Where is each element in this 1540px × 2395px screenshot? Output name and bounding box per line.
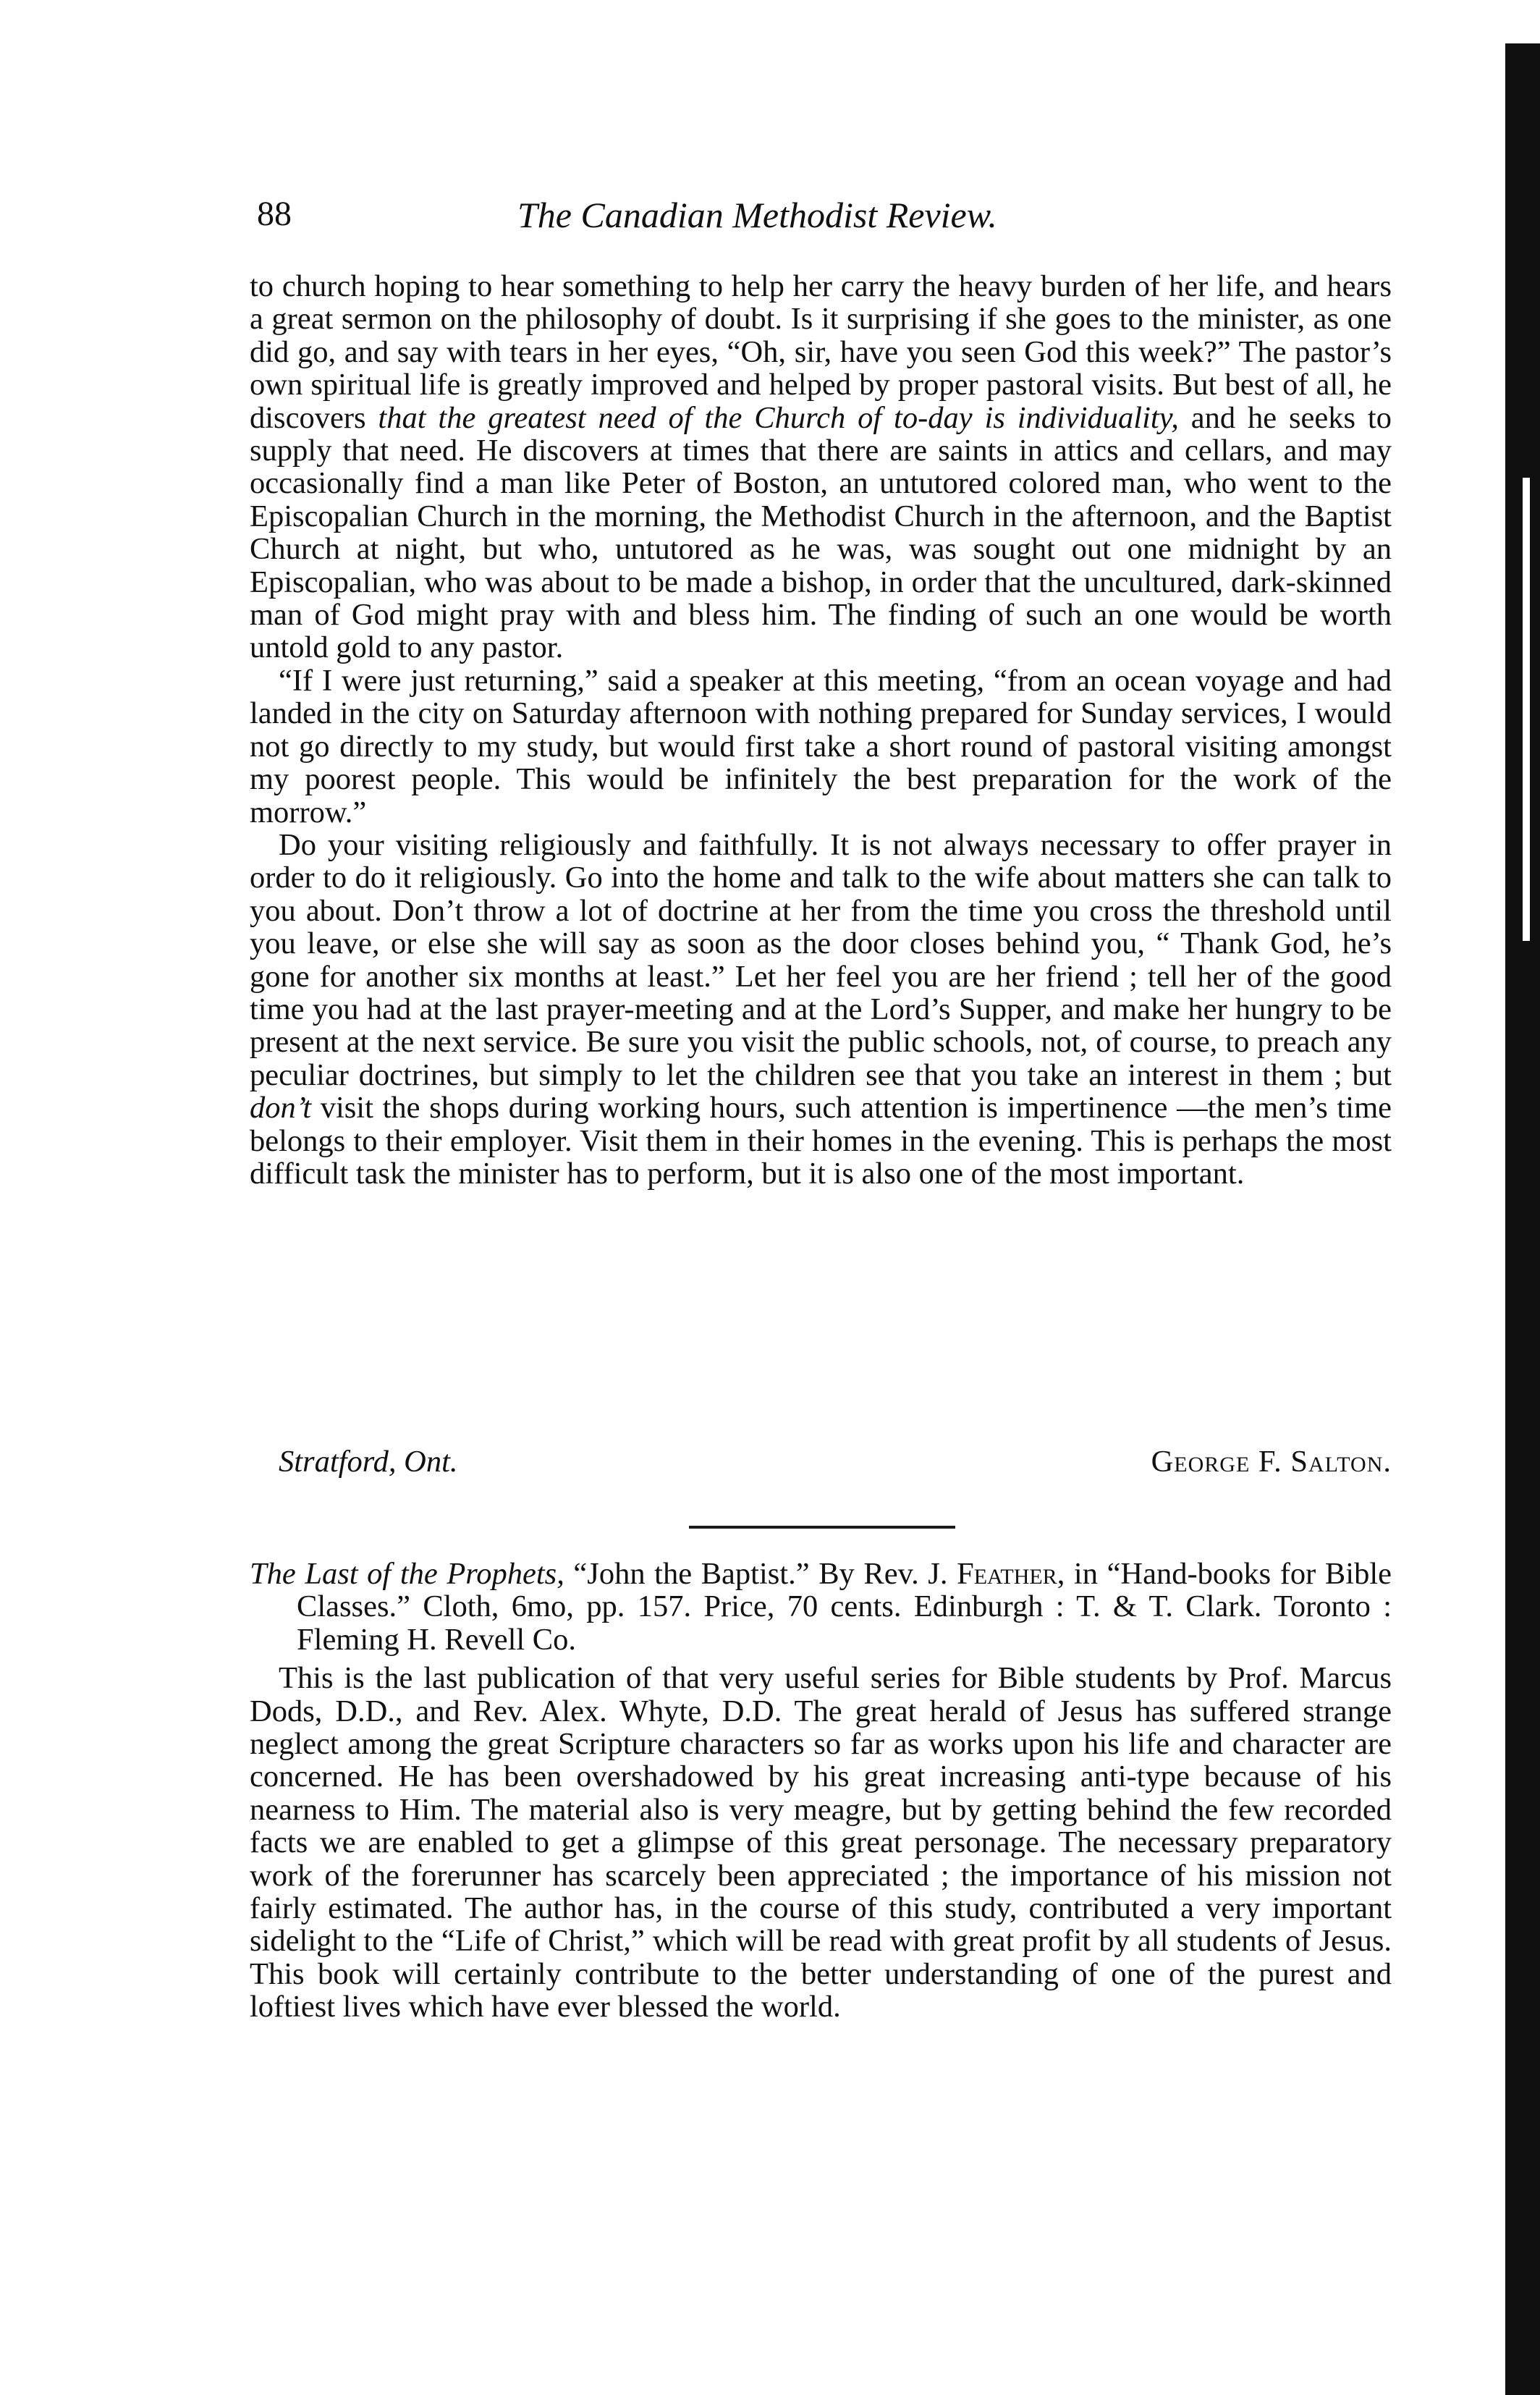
scan-edge-shadow [1505,43,1540,2395]
paragraph-text: and he seeks to supply that need. He discovers at times that there are saints in attics and cellars, and may occasionally find a man like Peter of Boston, an untutored colored man, who went to the Episcopalian Church in the morning, the Methodist Church in the afternoon, and the Baptist Church at night, but who, untutored as he was, was sought out one midnight by an Episcopalian, who was about to be made a bishop, in order that the uncultured, dark-skinned man of God might pray with and bless him. The finding of such an one would be worth untold gold to any pastor. [250,400,1392,665]
article-body [250,270,1392,1190]
review-body: This is the last publication of that very useful series for Bible students by Prof. Marcus Dods, D.D., and Rev. Alex. Whyte, D.D. The great herald of Jesus has suffered strange neglect among the great Scripture characters so far as works upon his life and character are concerned. He has been overshadowed by his great increasing anti-type because of his nearness to Him. The material also is very meagre, but by getting behind the few recorded facts we are enabled to get a glimpse of this great personage. The necessary preparatory work of the forerunner has scarcely been appreciated ; the importance of his mission not fairly estimated. The author has, in the course of this study, contributed a very important sidelight to the “Life of Christ,” which will be read with great profit by all students of Jesus. This book will certainly contribute to the better understanding of one of the purest and loftiest lives which have ever blessed the world. [250,1661,1392,2024]
book-review [250,1558,1392,2024]
emphasized-text: that the greatest need of the Church of to-day is individuality, [378,400,1179,435]
page-number: 88 [257,195,292,233]
section-divider [689,1526,955,1529]
book-author: Feather, [957,1557,1065,1591]
book-details: in “Hand-books for Bible Classes.” Cloth, 6mo, pp. 157. Price, 70 cents. Edinburgh : T. & T. Clark. Toronto : Fleming H. Revell Co. [297,1557,1392,1657]
article-paragraph-1 [250,270,1392,664]
book-title: The Last of the Prophets, [250,1557,564,1591]
paragraph-text: Do your visiting religiously and faithfully. It is not always necessary to offer prayer in order to do it religiously. Go into the home and talk to the wife about matters she can talk to you about. Don’t throw a lot of doctrine at her from the time you cross the threshold until you leave, or else she will say as soon as the door closes behind you, “ Thank God, he’s gone for another six months at least.” Let her feel you are her friend ; tell her of the good time you had at the last prayer-meeting and at the Lord’s Supper, and make her hungry to be present at the next service. Be sure you visit the public schools, not, of course, to preach any peculiar doctrines, but simply to let the children see that you take an interest in them ; but [250,827,1392,1092]
running-head [257,194,1190,237]
article-paragraph-2: “If I were just returning,” said a speaker at this meeting, “from an ocean voyage and had landed in the city on Saturday afternoon with nothing prepared for Sunday services, I would not go directly to my study, but would first take a short round of pastoral visiting amongst my poorest people. This would be infinitely the best preparation for the work of the morrow.” [250,663,1392,829]
review-citation [250,1558,1392,1656]
paragraph-text: to church hoping to hear something to help her carry the heavy burden of her life, and hears a great sermon on the philosophy of doubt. Is it surprising if she goes to the minister, as one did go, and say with tears in her eyes, “Oh, sir, have you seen God this week?” The pastor’s own spiritual life is greatly improved and helped by proper pastoral visits. But best of all, he discovers [250,269,1392,435]
signature-place: Stratford, Ont. [279,1445,458,1479]
article-signature [279,1444,1392,1484]
book-subtitle: “John the Baptist.” By Rev. J. [564,1557,957,1591]
emphasized-text: don’t [250,1091,311,1125]
journal-title: The Canadian Methodist Review. [517,195,997,235]
signature-name: George F. Salton. [1151,1445,1392,1479]
scan-edge-highlight [1523,478,1530,941]
paragraph-text: visit the shops during working hours, such attention is impertinence —the men’s time belongs to their employer. Visit them in their homes in the evening. This is perhaps the most difficult task the minister has to perform, but it is also one of the most important. [250,1091,1392,1191]
article-paragraph-3 [250,829,1392,1190]
